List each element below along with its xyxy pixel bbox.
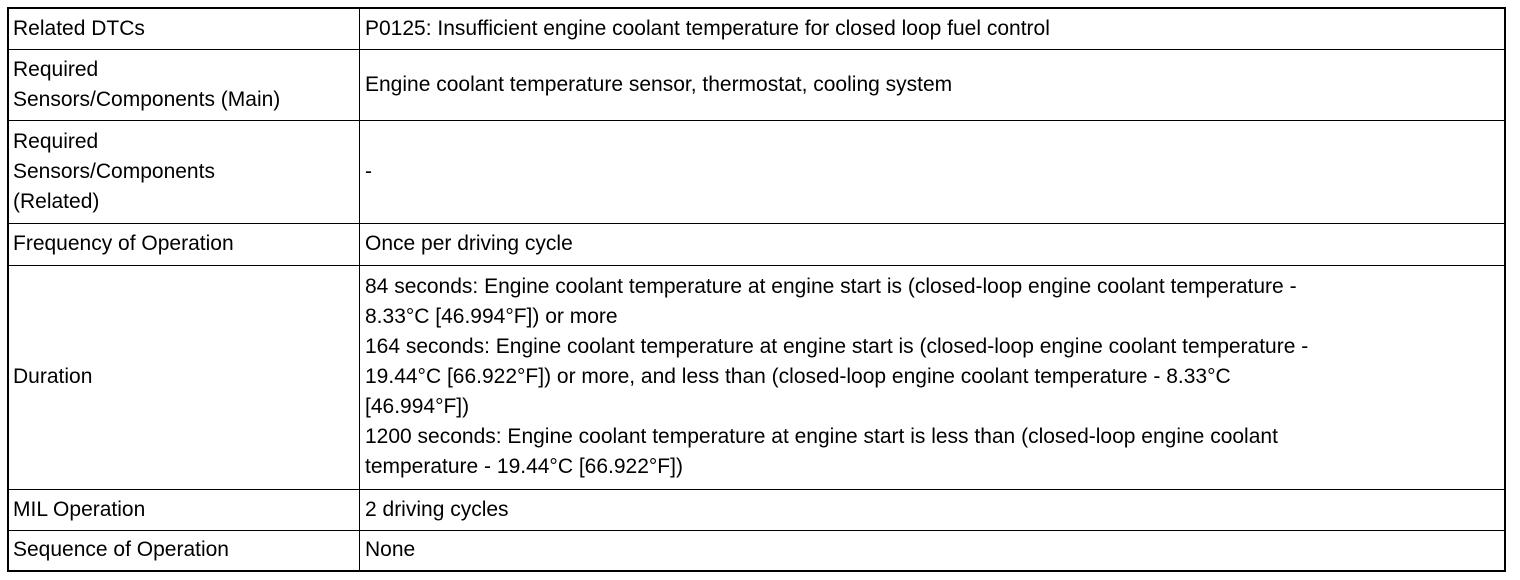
row-value xyxy=(360,265,1506,489)
row-value xyxy=(360,489,1506,530)
label-line: Sensors/Components (Main) xyxy=(13,87,281,111)
table-row-mil-operation xyxy=(8,489,1505,530)
label-line: Sensors/Components xyxy=(13,159,215,183)
table-row-duration xyxy=(8,265,1505,489)
row-label xyxy=(8,49,360,120)
value-line: [46.994°F]) xyxy=(365,395,470,418)
label-line: Frequency of Operation xyxy=(13,232,234,255)
label-line: MIL Operation xyxy=(13,497,146,521)
value-line: Engine coolant temperature sensor, thermostat, cooling system xyxy=(365,72,953,96)
value-line: - xyxy=(365,159,372,183)
label-line: Required xyxy=(13,129,99,153)
row-value xyxy=(360,530,1506,571)
table-row-sequence xyxy=(8,530,1505,571)
value-line: None xyxy=(365,538,416,562)
dtc-spec-table xyxy=(7,7,1506,572)
value-line: temperature - 19.44°C [66.922°F]) xyxy=(365,455,683,478)
table-row-frequency xyxy=(8,223,1505,265)
row-label xyxy=(8,223,360,265)
label-line: Required xyxy=(13,57,99,81)
row-label xyxy=(8,265,360,489)
row-label xyxy=(8,120,360,223)
row-value xyxy=(360,120,1506,223)
value-line: P0125: Insufficient engine coolant temperature for closed loop fuel control xyxy=(365,16,1050,40)
value-line: Once per driving cycle xyxy=(365,232,573,255)
table-row-related-dtcs xyxy=(8,8,1505,49)
value-line: 2 driving cycles xyxy=(365,497,509,521)
value-line: 8.33°C [46.994°F]) or more xyxy=(365,305,618,328)
table-row-required-related xyxy=(8,120,1505,223)
value-line: 1200 seconds: Engine coolant temperature at engine start is less than (closed-loop engine coolant xyxy=(365,425,1278,448)
row-label xyxy=(8,8,360,49)
row-value xyxy=(360,8,1506,49)
row-value xyxy=(360,223,1506,265)
value-line: 164 seconds: Engine coolant temperature at engine start is (closed-loop engine coolant temperature - xyxy=(365,335,1309,358)
label-line: Related DTCs xyxy=(13,16,145,40)
label-line: Duration xyxy=(13,365,93,388)
label-line: Sequence of Operation xyxy=(13,538,229,562)
row-label xyxy=(8,489,360,530)
row-value xyxy=(360,49,1506,120)
label-line: (Related) xyxy=(13,189,100,213)
table-row-required-main xyxy=(8,49,1505,120)
value-line: 19.44°C [66.922°F]) or more, and less than (closed-loop engine coolant temperature - 8.33°C xyxy=(365,365,1231,388)
row-label xyxy=(8,530,360,571)
value-line: 84 seconds: Engine coolant temperature at engine start is (closed-loop engine coolant temperature - xyxy=(365,275,1297,298)
